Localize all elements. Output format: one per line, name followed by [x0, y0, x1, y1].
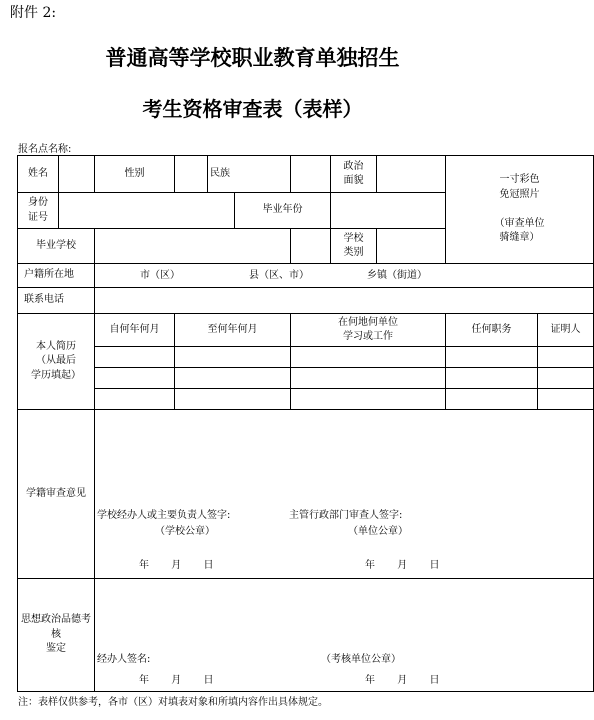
resume-cell[interactable] [95, 368, 175, 389]
resume-cell[interactable] [446, 347, 538, 368]
city-district-label: 市（区） [140, 270, 180, 281]
resume-cell[interactable] [538, 347, 594, 368]
resume-row [18, 368, 594, 389]
political-status-label: 政治 面貌 [331, 156, 377, 193]
school-category-label: 学校 类别 [331, 229, 377, 264]
ethnicity-label: 民族 [208, 156, 291, 193]
gender-label: 性别 [95, 156, 175, 193]
photo-box: 一寸彩色 免冠照片 （审查单位 骑缝章） [446, 156, 594, 264]
title-line-2: 考生资格审查表（表样） [142, 97, 363, 121]
phone-label: 联系电话 [18, 288, 95, 314]
id-card-field[interactable] [59, 193, 235, 229]
resume-cell[interactable] [446, 389, 538, 410]
resume-cell[interactable] [538, 368, 594, 389]
footnote: 注：表样仅供参考，各市（区）对填表对象和所填内容作出具体规定。 [18, 697, 328, 708]
title-line-1: 普通高等学校职业教育单独招生 [105, 46, 400, 70]
graduation-school-label: 毕业学校 [18, 229, 95, 264]
registration-point-label: 报名点名称: [18, 144, 72, 155]
resume-label: 本人简历 （从最后 学历填起） [18, 314, 95, 410]
school-category-field[interactable] [377, 229, 446, 264]
eligibility-review-form [17, 155, 594, 692]
exam-unit-date: 年 月 日 [365, 674, 440, 686]
town-label: 乡镇（街道） [367, 270, 427, 281]
name-label: 姓名 [18, 156, 59, 193]
supervisor-sign-label: 主管行政部门审查人签字: [289, 509, 403, 521]
graduation-date-field[interactable] [331, 193, 446, 229]
household-location-field[interactable] [95, 264, 594, 288]
graduation-school-field[interactable] [95, 229, 291, 264]
annex-label: 附件 2: [10, 5, 57, 21]
resume-header-from: 自何年何月 [95, 314, 175, 347]
resume-header-position: 任何职务 [446, 314, 538, 347]
political-review-field[interactable] [95, 579, 594, 692]
handler-date: 年 月 日 [139, 674, 214, 686]
resume-header-to: 至何年何月 [175, 314, 291, 347]
unit-seal-label: （单位公章） [348, 525, 408, 537]
handler-sign-label: 经办人签名: [97, 653, 151, 665]
status-review-field[interactable] [95, 410, 594, 579]
graduation-date-label: 毕业年份 [235, 193, 331, 229]
county-label: 县（区、市） [249, 270, 309, 281]
resume-cell[interactable] [175, 389, 291, 410]
political-status-field[interactable] [377, 156, 446, 193]
school-handler-sign-label: 学校经办人或主要负责人签字: [97, 509, 231, 521]
resume-row [18, 389, 594, 410]
resume-cell[interactable] [175, 368, 291, 389]
resume-cell[interactable] [175, 347, 291, 368]
ethnicity-field[interactable] [291, 156, 331, 193]
supervisor-review-date: 年 月 日 [365, 559, 440, 571]
school-review-date: 年 月 日 [139, 559, 214, 571]
household-location-label: 户籍所在地 [18, 264, 95, 288]
id-card-label: 身份 证号 [18, 193, 59, 229]
school-seal-label: （学校公章） [155, 525, 215, 537]
resume-cell[interactable] [95, 389, 175, 410]
status-review-label: 学籍审查意见 [18, 410, 95, 579]
exam-unit-seal-label: （考核单位公章） [321, 653, 401, 665]
name-field[interactable] [59, 156, 95, 193]
resume-header-witness: 证明人 [538, 314, 594, 347]
graduation-school-extra[interactable] [291, 229, 331, 264]
resume-row [18, 347, 594, 368]
resume-cell[interactable] [291, 347, 446, 368]
political-review-label: 思想政治品德考核 鉴定 [18, 579, 95, 692]
resume-cell[interactable] [538, 389, 594, 410]
resume-cell[interactable] [291, 389, 446, 410]
resume-cell[interactable] [291, 368, 446, 389]
phone-field[interactable] [95, 288, 594, 314]
resume-cell[interactable] [446, 368, 538, 389]
resume-header-place: 在何地何单位 学习或工作 [291, 314, 446, 347]
resume-cell[interactable] [95, 347, 175, 368]
gender-field[interactable] [175, 156, 208, 193]
